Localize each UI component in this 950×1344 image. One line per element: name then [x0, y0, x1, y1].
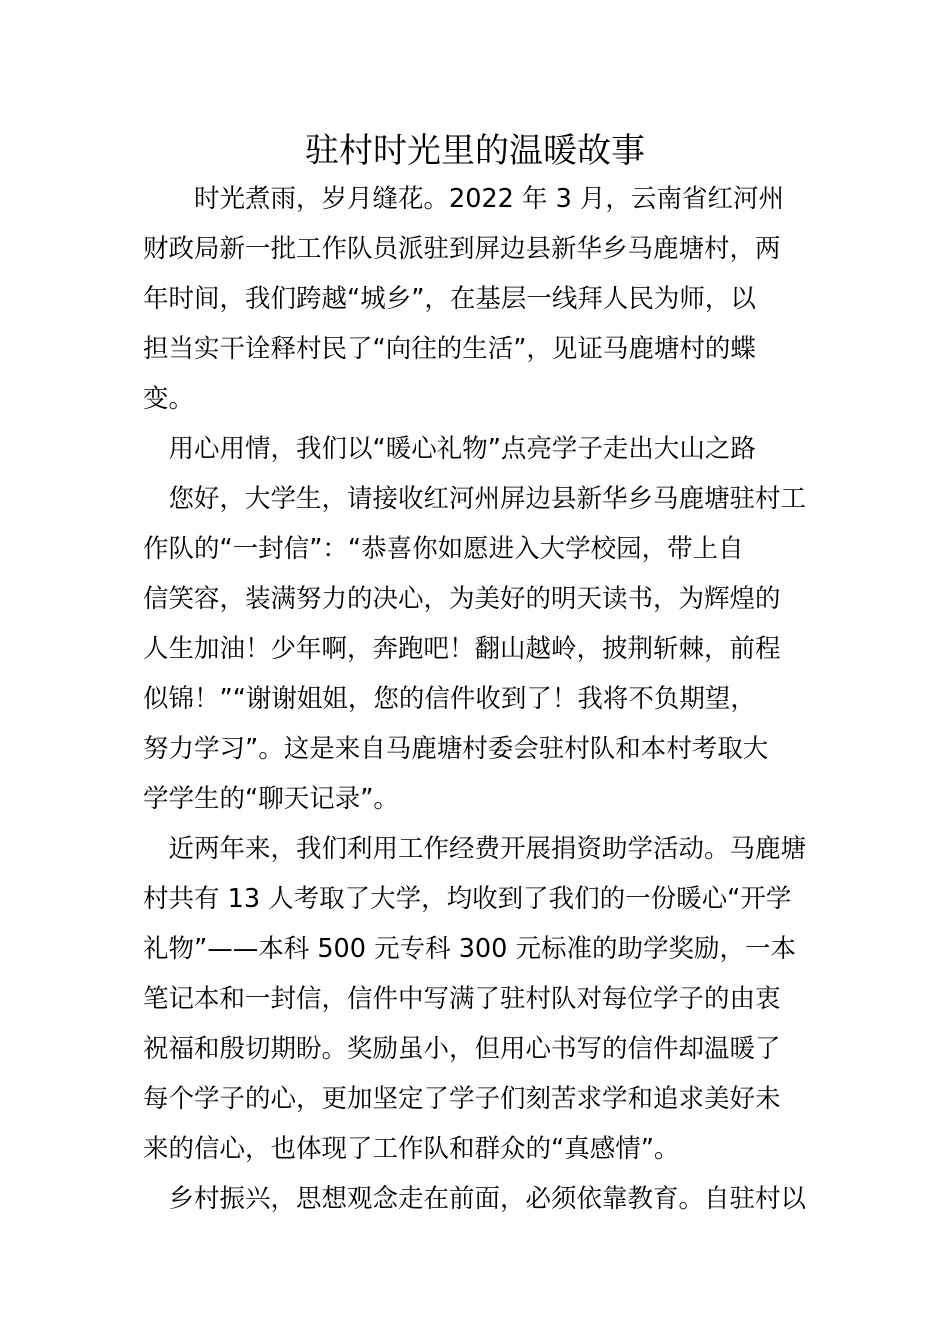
- paragraph-3-line-2: 作队的“一封信”：“恭喜你如愿进入大学校园，带上自: [143, 534, 744, 564]
- paragraph-1-line-3: 年时间，我们跨越“城乡”，在基层一线拜人民为师，以: [143, 284, 756, 314]
- paragraph-4-line-4: 笔记本和一封信，信件中写满了驻村队对每位学子的由衷: [143, 984, 781, 1014]
- paragraph-3-line-7: 学学生的“聊天记录”。: [143, 784, 399, 814]
- paragraph-3-line-1: 您好，大学生，请接收红河州屏边县新华乡马鹿塘驻村工: [143, 484, 807, 514]
- paragraph-4-line-7: 来的信心，也体现了工作队和群众的“真感情”。: [143, 1134, 680, 1164]
- paragraph-5-line-1: 乡村振兴，思想观念走在前面，必须依靠教育。自驻村以: [143, 1184, 807, 1214]
- paragraph-1-line-1: 时光煮雨，岁月缝花。2022 年 3 月，云南省红河州: [143, 184, 784, 214]
- paragraph-3-line-5: 似锦！”“谢谢姐姐，您的信件收到了！我将不负期望，: [143, 684, 756, 714]
- paragraph-3-line-3: 信笑容，装满努力的决心，为美好的明天读书，为辉煌的: [143, 584, 781, 614]
- paragraph-4-line-3: 礼物”——本科 500 元专科 300 元标准的助学奖励，一本: [143, 934, 796, 964]
- paragraph-3-line-4: 人生加油！少年啊，奔跑吧！翻山越岭，披荆斩棘，前程: [143, 634, 781, 664]
- section-heading-line: 用心用情，我们以“暖心礼物”点亮学子走出大山之路: [143, 434, 756, 464]
- paragraph-4-line-6: 每个学子的心，更加坚定了学子们刻苦求学和追求美好未: [143, 1084, 781, 1114]
- paragraph-1-line-2: 财政局新一批工作队员派驻到屏边县新华乡马鹿塘村，两: [143, 234, 781, 264]
- paragraph-1-line-5: 变。: [143, 384, 195, 414]
- paragraph-4-line-2: 村共有 13 人考取了大学，均收到了我们的一份暖心“开学: [143, 884, 792, 914]
- document-title: 驻村时光里的温暖故事: [305, 131, 645, 171]
- paragraph-1-line-4: 担当实干诠释村民了“向往的生活”，见证马鹿塘村的蝶: [143, 334, 756, 364]
- paragraph-4-line-1: 近两年来，我们利用工作经费开展捐资助学活动。马鹿塘: [143, 834, 807, 864]
- paragraph-3-line-6: 努力学习”。这是来自马鹿塘村委会驻村队和本村考取大: [143, 734, 769, 764]
- paragraph-4-line-5: 祝福和殷切期盼。奖励虽小，但用心书写的信件却温暖了: [143, 1034, 781, 1064]
